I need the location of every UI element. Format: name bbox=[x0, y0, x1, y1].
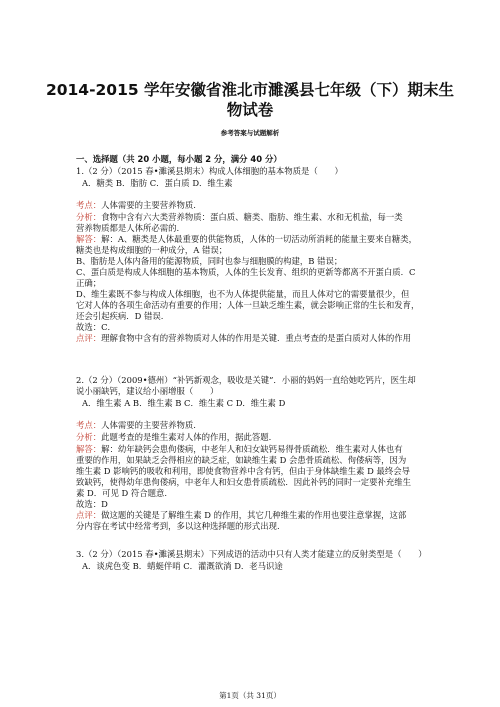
q1-jieda-text: 解：A、糖类是人体最重要的供能物质，人体的一切活动所消耗的能量主要来自糖类， bbox=[101, 234, 418, 244]
q1-jieda bbox=[76, 234, 436, 245]
jieda-label: 解答： bbox=[76, 234, 102, 244]
dianping-label: 点评： bbox=[76, 333, 102, 343]
q1-dianping bbox=[76, 333, 436, 344]
q1-kaodian-text: 人体需要的主要营养物质. bbox=[101, 200, 196, 210]
q2-dianping-cont: 分内容在考试中经常考到，多以这种选择题的形式出现. bbox=[76, 521, 280, 531]
q2-fenxi-text: 此题考查的是维生素对人体的作用，据此答题. bbox=[101, 432, 272, 442]
q2-jieda-line-5: 素 D．可见 D 符合题意. bbox=[76, 488, 168, 498]
question-3-options: A．谈虎色变 B．蜻蜓伴哨 C．灌溉欲淌 D．老马识途 bbox=[82, 561, 283, 571]
q2-jieda-line-4: 致缺钙，使得幼年患佝偻病，中老年人和妇女患骨质疏松．因此补钙的同时一定要补充维生 bbox=[76, 477, 411, 487]
q1-kaodian bbox=[76, 200, 436, 211]
question-1-stem: 1.（2 分）（2015 春•濉溪县期末）构成人体细胞的基本物质是（ ） bbox=[76, 166, 343, 176]
dianping-label: 点评： bbox=[76, 510, 102, 520]
q2-jieda bbox=[76, 444, 436, 455]
page-title: 2014-2015 学年安徽省淮北市濉溪县七年级（下）期末生 bbox=[45, 81, 455, 99]
question-3-stem: 3.（2 分）（2015 春•濉溪县期末）下列成语的活动中只有人类才能建立的反射类型是（ ） bbox=[76, 549, 427, 559]
q1-answer: 故选：C． bbox=[76, 322, 116, 332]
fenxi-label: 分析： bbox=[76, 432, 102, 442]
question-2-options: A．维生素 A B．维生素 B C．维生素 C D．维生素 D bbox=[82, 398, 286, 408]
q2-dianping-text: 做这题的关键是了解维生素 D 的作用，其它几种维生素的作用也要注意掌握，这部 bbox=[101, 510, 407, 520]
kaodian-label: 考点： bbox=[76, 420, 102, 430]
jieda-label: 解答： bbox=[76, 444, 102, 454]
q1-fenxi-text: 食物中含有六大类营养物质：蛋白质、糖类、脂肪、维生素、水和无机盐，每一类 bbox=[101, 212, 403, 222]
question-1-options: A．糖类 B．脂肪 C．蛋白质 D．维生素 bbox=[82, 178, 233, 188]
q2-fenxi bbox=[76, 432, 436, 443]
q1-jieda-line-6: D、维生素既不参与构成人体细胞，也不为人体提供能量，而且人体对它的需要量很少，但 bbox=[76, 289, 410, 299]
q1-jieda-line-8: 还会引起疾病．D 错误. bbox=[76, 311, 164, 321]
question-2-stem-cont: 说小丽缺钙，建议给小丽增服（ ） bbox=[76, 386, 219, 396]
q2-jieda-line-3: 维生素 D 影响钙的吸收和利用，即使食物营养中含有钙，但由于身体缺维生素 D 最终会导 bbox=[76, 466, 410, 476]
q2-kaodian-text: 人体需要的主要营养物质. bbox=[101, 420, 196, 430]
q1-fenxi-cont: 营养物质都是人体所必需的. bbox=[76, 223, 180, 233]
q2-answer: 故选：D bbox=[76, 499, 108, 509]
q2-kaodian bbox=[76, 420, 436, 431]
q1-jieda-line-3: B、脂肪是人体内备用的能源物质，同时也参与细胞膜的构建，B 错误； bbox=[76, 256, 343, 266]
q1-jieda-line-2: 糖类也是构成细胞的一种成分，A 错误； bbox=[76, 245, 228, 255]
question-2-stem: 2.（2 分）（2009•德州）“补钙新观念，吸收是关键”．小丽的妈妈一直给她吃钙片，医生却 bbox=[76, 375, 416, 385]
section-heading: 一、选择题（共 20 小题，每小题 2 分，满分 40 分） bbox=[76, 154, 282, 164]
page-footer: 第1页（共 31页） bbox=[219, 691, 281, 700]
q1-jieda-line-7: 它对人体的各项生命活动有重要的作用；人体一旦缺乏维生素，就会影响正常的生长和发育， bbox=[76, 300, 420, 310]
q2-dianping bbox=[76, 510, 436, 521]
page-title-continued: 物试卷 bbox=[226, 101, 274, 119]
q1-jieda-line-4: C、蛋白质是构成人体细胞的基本物质，人体的生长发育、组织的更新等都离不开蛋白质．C bbox=[76, 267, 416, 277]
q1-dianping-text: 理解食物中含有的营养物质对人体的作用是关键．重点考查的是蛋白质对人体的作用 bbox=[101, 333, 411, 343]
page-subtitle: 参考答案与试题解析 bbox=[220, 129, 280, 137]
q1-fenxi bbox=[76, 212, 436, 223]
q1-jieda-line-5: 正确； bbox=[76, 278, 102, 288]
q2-jieda-text: 解：幼年缺钙会患佝偻病，中老年人和妇女缺钙易得骨质疏松．维生素对人体也有 bbox=[101, 444, 403, 454]
q2-jieda-line-2: 重要的作用，如果缺乏会得相应的缺乏症，如缺维生素 D 会患骨质疏松、佝偻病等，因为 bbox=[76, 455, 407, 465]
fenxi-label: 分析： bbox=[76, 212, 102, 222]
kaodian-label: 考点： bbox=[76, 200, 102, 210]
